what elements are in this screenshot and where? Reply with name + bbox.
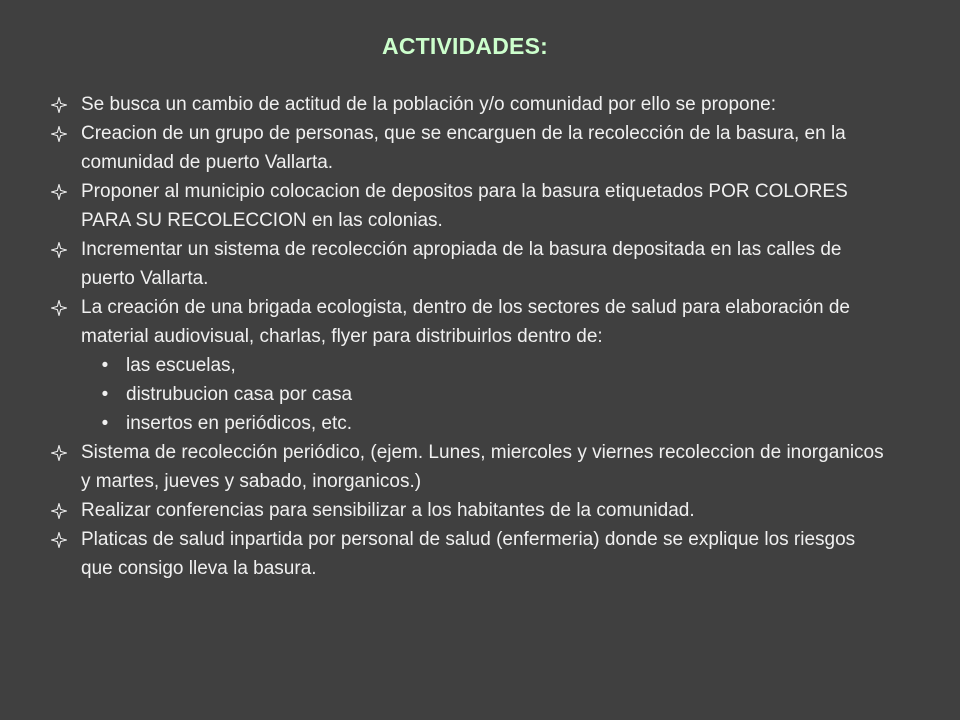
list-item (48, 235, 888, 293)
sub-list-item-text: distrubucion casa por casa (126, 384, 353, 405)
bullet-dot: • (101, 413, 109, 434)
four-point-star-icon (48, 90, 70, 119)
slide-title: ACTIVIDADES: (382, 33, 548, 59)
list-item-text: Sistema de recolección periódico, (ejem. Lunes, miercoles y viernes recoleccion de inorganicos y martes, jueves y sabado, inorganicos.) (81, 442, 884, 492)
list-item (48, 496, 888, 525)
list-item (48, 438, 888, 496)
sub-list-item-text: insertos en periódicos, etc. (126, 413, 353, 434)
four-point-star-icon (48, 438, 70, 467)
list-item-text: Proponer al municipio colocacion de depositos para la basura etiquetados POR COLORES PARA SU RECOLECCION en las colonias. (81, 181, 848, 231)
sub-list-item-text: las escuelas, (126, 355, 236, 376)
sub-list-item (48, 351, 888, 380)
list-item (48, 119, 888, 177)
four-point-star-icon (48, 177, 70, 206)
list-item (48, 293, 888, 351)
list-item-text: Creacion de un grupo de personas, que se encarguen de la recolección de la basura, en la comunidad de puerto Vallarta. (81, 123, 846, 173)
four-point-star-icon (48, 119, 70, 148)
four-point-star-icon (48, 293, 70, 322)
four-point-star-icon (48, 525, 70, 554)
bullet-dot: • (101, 384, 109, 405)
list-item-text: Platicas de salud inpartida por personal de salud (enfermeria) donde se explique los riesgos que consigo lleva la basura. (81, 529, 856, 579)
list-item (48, 525, 888, 583)
list-item (48, 177, 888, 235)
four-point-star-icon (48, 496, 70, 525)
activities-list (48, 90, 888, 583)
sub-list-item (48, 409, 888, 438)
list-item-text: Realizar conferencias para sensibilizar a los habitantes de la comunidad. (81, 500, 695, 521)
list-item-text: Incrementar un sistema de recolección apropiada de la basura depositada en las calles de puerto Vallarta. (81, 239, 842, 289)
bullet-dot: • (101, 355, 109, 376)
list-item-text: La creación de una brigada ecologista, dentro de los sectores de salud para elaboración de material audiovisual, charlas, flyer para distribuirlos dentro de: (81, 297, 850, 347)
list-item (48, 90, 888, 119)
list-item-text: Se busca un cambio de actitud de la población y/o comunidad por ello se propone: (81, 94, 777, 115)
four-point-star-icon (48, 235, 70, 264)
sub-list-item (48, 380, 888, 409)
